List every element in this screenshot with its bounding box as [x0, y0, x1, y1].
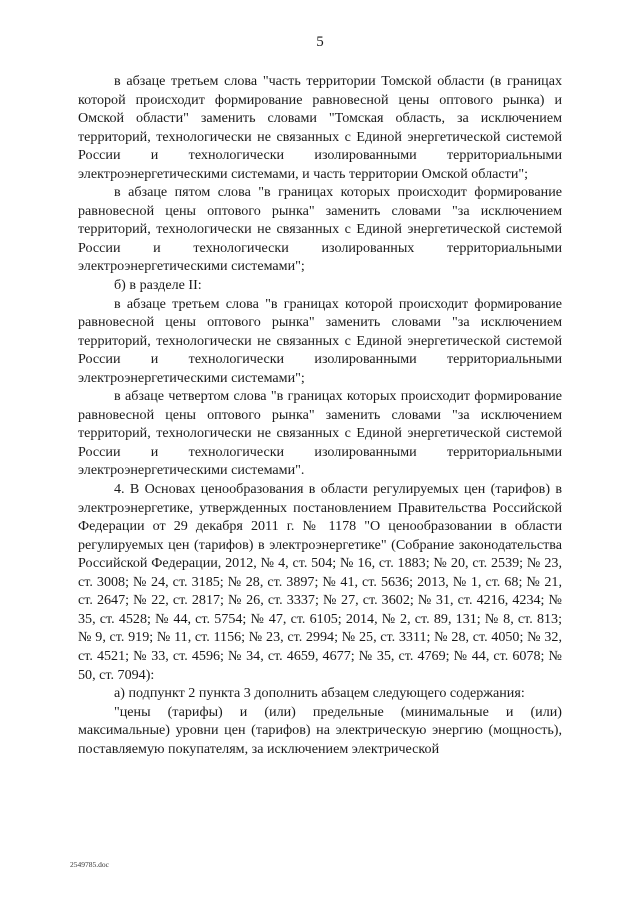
document-body: [78, 72, 562, 758]
paragraph-subitem-a: а) подпункт 2 пункта 3 дополнить абзацем следующего содержания:: [114, 685, 525, 702]
paragraph-third-abzac-amendment: в абзаце третьем слова "в границах которой происходит формирование равновесной цены оптового рынка" заменить словами "за исключением территорий, технологически не связанных с Единой энергетической системой России и технологически изолированными территориальными электроэнергетическими системами";: [78, 295, 562, 386]
paragraph-fourth-abzac-amendment: в абзаце четвертом слова "в границах которых происходит формирование равновесной цены оптового рынка" заменить словами "за исключением территорий, технологически не связанных с Единой энергетической системой России и технологически изолированными территориальными электроэнергетическими системами".: [78, 388, 562, 479]
paragraph-quoted-insertion: "цены (тарифы) и (или) предельные (минимальные и (или) максимальные) уровни цен (тарифов) на электрическую энергию (мощность), поставляемую покупателям, за исключением электрической: [78, 703, 562, 757]
paragraph-fifth-abzac-amendment: в абзаце пятом слова "в границах которых происходит формирование равновесной цены оптового рынка" заменить словами "за исключением территорий, технологически не связанных с Единой энергетической системой России и технологически изолированных территориальными электроэнергетическими системами";: [78, 184, 562, 275]
paragraph-section-ii-heading: б) в разделе II:: [114, 277, 202, 294]
paragraph-tomsk-omsk-amendment: в абзаце третьем слова "часть территории Томской области (в границах которой происходит формирование равновесной цены оптового рынка) и Омской области" заменить словами "Томская область, за исключением территорий, технологически не связанных с Единой энергетической системой России и технологически изолированными территориальными электроэнергетическими системами, и часть территории Омской области";: [78, 73, 562, 182]
footer-document-code: 2549785.doc: [70, 860, 109, 869]
page-number: 5: [316, 34, 324, 50]
paragraph-item-4-pricing-basics: 4. В Основах ценообразования в области регулируемых цен (тарифов) в электроэнергетике, утвержденных постановлением Правительства Российской Федерации от 29 декабря 2011 г. № 1178 "О ценообразовании в области регулируемых цен (тарифов) в электроэнергетике" (Собрание законодательства Российской Федерации, 2012, № 4, ст. 504; № 16, ст. 1883; № 20, ст. 2539; № 23, ст. 3008; № 24, ст. 3185; № 28, ст. 3897; № 41, ст. 5636; 2013, № 1, ст. 68; № 21, ст. 2647; № 22, ст. 2817; № 26, ст. 3337; № 27, ст. 3602; № 31, ст. 4216, 4234; № 35, ст. 4528; № 44, ст. 5754; № 47, ст. 6105; 2014, № 2, ст. 89, 131; № 8, ст. 813; № 9, ст. 919; № 11, ст. 1156; № 23, ст. 2994; № 25, ст. 3311; № 28, ст. 4050; № 32, ст. 4521; № 33, ст. 4596; № 34, ст. 4659, 4677; № 35, ст. 4769; № 44, ст. 6078; № 50, ст. 7094):: [78, 481, 562, 683]
